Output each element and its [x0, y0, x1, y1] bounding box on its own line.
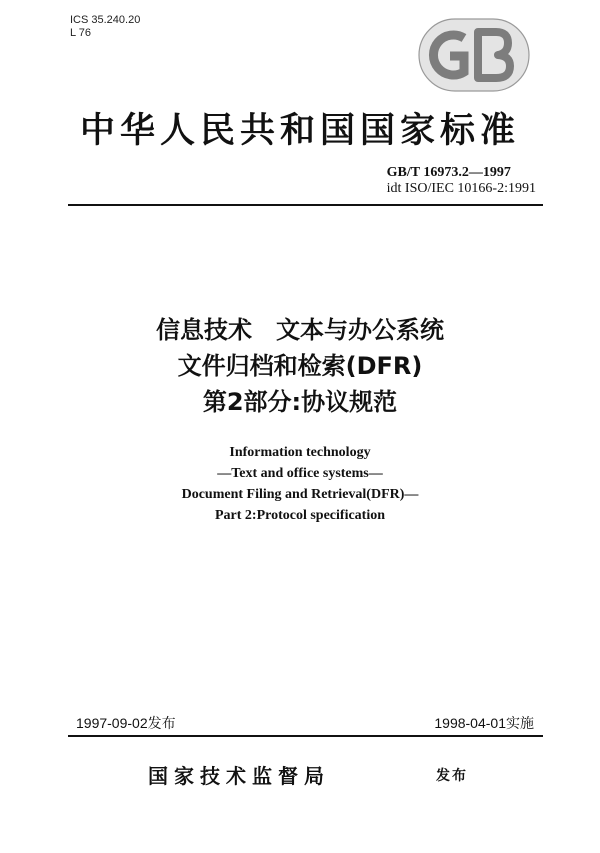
issuer-suffix: 发布	[436, 768, 468, 784]
title-chinese	[0, 312, 600, 420]
title-en-line-2: —Text and office systems—	[217, 466, 383, 481]
issuing-authority: 国家技术监督局	[148, 764, 330, 788]
bottom-divider	[68, 735, 543, 737]
title-cn-line-3: 第2部分:协议规范	[202, 388, 398, 416]
issue-date: 1997-09-02发布	[76, 715, 176, 731]
title-en-line-3: Document Filing and Retrieval(DFR)—	[181, 487, 419, 502]
title-cn-line-1: 信息技术 文本与办公系统	[156, 316, 444, 344]
title-en-line-4: Part 2:Protocol specification	[214, 508, 386, 523]
standard-numbers	[387, 165, 536, 197]
standard-org-name: 中华人民共和国国家标准	[79, 111, 520, 151]
title-english	[0, 442, 600, 526]
gb-logo-icon	[418, 18, 530, 92]
implementation-date: 1998-04-01实施	[434, 715, 534, 731]
ccs-code: L 76	[70, 27, 92, 39]
standard-number: GB/T 16973.2—1997	[386, 165, 511, 180]
title-en-line-1: Information technology	[229, 445, 371, 460]
standard-equivalent: idt ISO/IEC 10166-2:1991	[386, 181, 536, 196]
top-divider	[68, 204, 543, 206]
ics-code: ICS 35.240.20	[70, 14, 141, 26]
classification-codes	[70, 14, 140, 40]
title-cn-line-2: 文件归档和检索(DFR)	[177, 352, 423, 380]
